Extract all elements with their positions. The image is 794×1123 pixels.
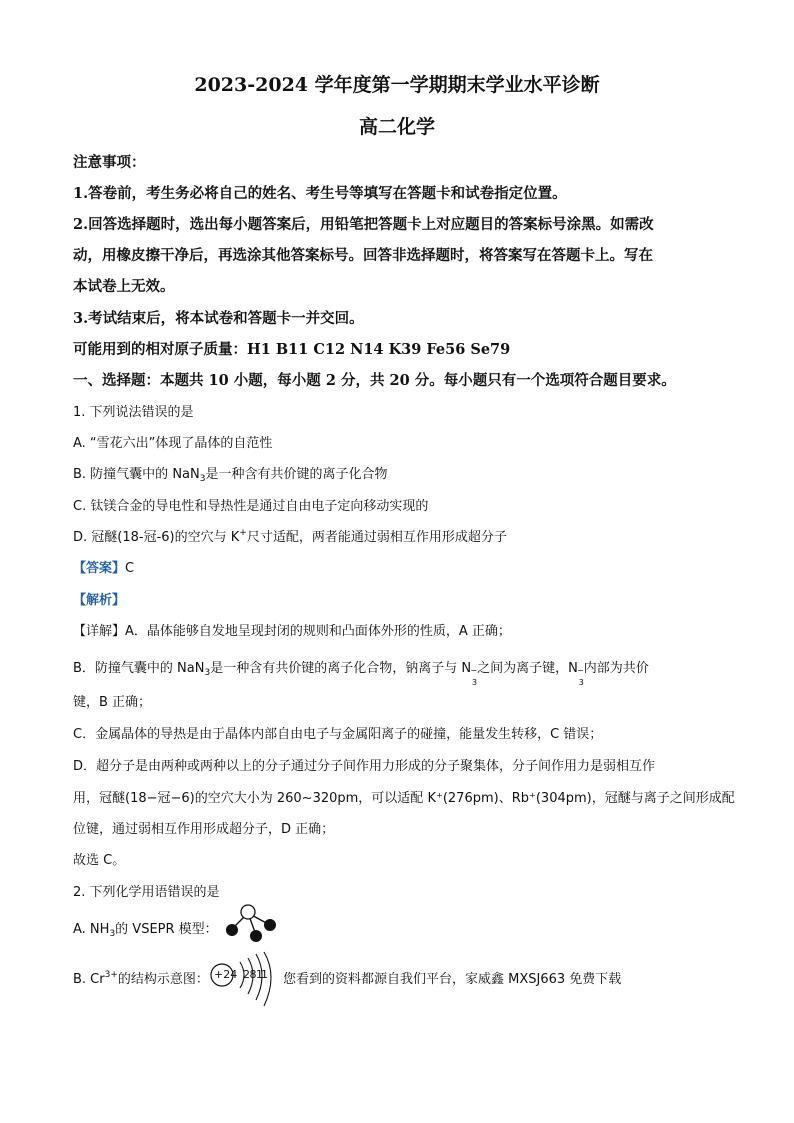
q1-detail-d-end: 位键，通过弱相互作用形成超分子，D 正确； [73, 822, 335, 837]
notice-1: 1.答卷前，考生务必将自己的姓名、考生号等填写在答题卡和试卷指定位置。 [73, 185, 567, 202]
q1-conclusion: 故选 C。 [73, 853, 126, 868]
h-atom [250, 930, 262, 942]
notice-2: 2.回答选择题时，选出每小题答案后，用铅笔把答题卡上对应题目的答案标号涂黑。如需改 [73, 216, 654, 233]
q1-detail-d-cont: 用，冠醚(18−冠−6)的空穴大小为 260~320pm，可以适配 K⁺(276pm)、Rb⁺(304pm)，冠醚与离子之间形成配 [73, 791, 735, 806]
exam-title: 2023-2024 学年度第一学期期末学业水平诊断 [194, 74, 600, 96]
q1-detail-b: B．防撞气囊中的 NaN$_3$是一种含有共价键的离子化合物，钠离子与 N − 3 之间为离子键，N − 3 内部为共价 [73, 661, 649, 687]
q2-stem: 2. 下列化学用语错误的是 [73, 885, 220, 900]
atomic-mass: 可能用到的相对原子质量：H1 B11 C12 N14 K39 Fe56 Se79 [73, 341, 511, 358]
electron-shells: 2 8 11 [243, 968, 266, 981]
q1-detail-d: D．超分子是由两种或两种以上的分子通过分子间作用力形成的分子聚集体，分子间作用力是弱相互作 [73, 759, 656, 774]
notice-3: 3.考试结束后，将本试卷和答题卡一并交回。 [73, 310, 364, 327]
vsepr-model-figure [218, 903, 282, 947]
q1-detail-a: 【详解】A．晶体能够自发地呈现封闭的规则和凸面体外形的性质，A 正确； [73, 624, 511, 639]
lone-pair-orbital [241, 905, 255, 919]
exam-subject: 高二化学 [358, 116, 435, 138]
notice-2-cont: 动，用橡皮擦干净后，再选涂其他答案标号。回答非选择题时，将答案写在答题卡上。写在 [73, 247, 653, 264]
q1-option-a: A. “雪花六出”体现了晶体的自范性 [73, 436, 273, 451]
q1-answer: 【答案】C [73, 561, 135, 576]
watermark-text: 您看到的资料都源自我们平台，家威鑫 MXSJ663 免费下载 [283, 972, 622, 987]
q1-stem: 1. 下列说法错误的是 [73, 405, 194, 420]
q1-option-b: B. 防撞气囊中的 NaN$_3$是一种含有共价键的离子化合物 [73, 467, 388, 484]
q1-detail-b-cont: 键，B 正确； [73, 695, 152, 710]
q1-option-c: C. 钛镁合金的导电性和导热性是通过自由电子定向移动实现的 [73, 499, 429, 514]
q2-option-b: B. $Cr^{3+}$的结构示意图： [73, 970, 209, 987]
q1-detail-c: C．金属晶体的导热是由于晶体内部自由电子与金属阳离子的碰撞，能量发生转移，C 错误； [73, 727, 603, 742]
nucleus-charge: +24 [214, 968, 238, 981]
section-heading: 一、选择题：本题共 10 小题，每小题 2 分，共 20 分。每小题只有一个选项符合题目要求。 [73, 372, 676, 389]
q1-option-d: D. 冠醚(18-冠-6)的空穴与 K+尺寸适配，两者能通过弱相互作用形成超分子 [73, 528, 507, 545]
notice-2-end: 本试卷上无效。 [73, 278, 175, 295]
q2-option-a: A. $NH_3$的 VSEPR 模型： [73, 922, 218, 939]
q1-analysis-tag: 【解析】 [73, 593, 126, 608]
h-atom [264, 919, 276, 931]
h-atom [226, 924, 238, 936]
notice-title: 注意事项： [73, 154, 146, 171]
